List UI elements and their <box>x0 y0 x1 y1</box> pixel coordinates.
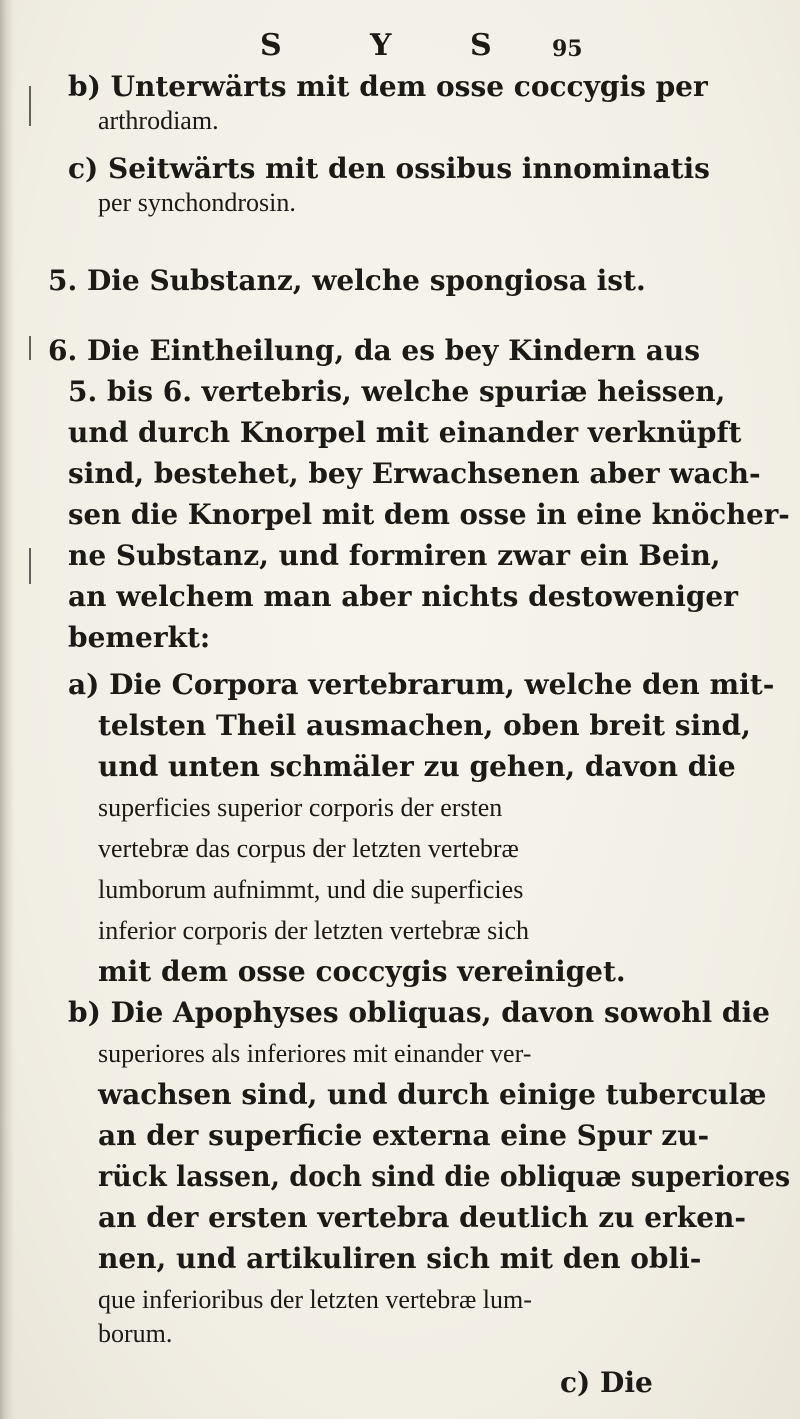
text-line: ne Substanz, und formiren zwar ein Bein, <box>68 539 721 572</box>
text-line: sind, bestehet, bey Erwachsenen aber wach- <box>68 457 761 490</box>
text-line: 5. Die Substanz, welche spongiosa ist. <box>48 264 646 297</box>
text-line: bemerkt: <box>68 621 211 654</box>
text-line: an der superficie externa eine Spur zu- <box>98 1119 710 1152</box>
text-line: arthrodiam. <box>98 106 219 135</box>
text-line: superiores als inferiores mit einander ver- <box>98 1039 532 1068</box>
signature-mark-right: S <box>470 28 493 63</box>
text-line: borum. <box>98 1319 173 1348</box>
text-line: telsten Theil ausmachen, oben breit sind, <box>98 709 751 742</box>
margin-mark <box>29 548 31 584</box>
text-line: lumborum aufnimmt, und die superficies <box>98 875 524 904</box>
text-line: rück lassen, doch sind die obliquæ superiores <box>98 1160 791 1193</box>
text-line: sen die Knorpel mit dem osse in eine knöcher- <box>68 498 790 531</box>
text-line: 6. Die Eintheilung, da es bey Kindern aus <box>48 334 701 367</box>
signature-mark-left: S <box>260 28 283 63</box>
page-gutter-shadow <box>0 0 14 1419</box>
text-line: a) Die Corpora vertebrarum, welche den mit- <box>68 668 775 701</box>
text-line: que inferioribus der letzten vertebræ lum- <box>98 1285 532 1314</box>
text-line: wachsen sind, und durch einige tuberculæ <box>98 1078 767 1111</box>
text-line: an der ersten vertebra deutlich zu erken- <box>98 1201 747 1234</box>
text-line: an welchem man aber nichts destoweniger <box>68 580 738 613</box>
text-line: vertebræ das corpus der letzten vertebræ <box>98 834 519 863</box>
text-line: b) Unterwärts mit dem osse coccygis per <box>68 70 708 103</box>
text-line: inferior corporis der letzten vertebræ sich <box>98 916 529 945</box>
page-header <box>0 28 800 68</box>
margin-mark <box>29 336 31 360</box>
text-line: und durch Knorpel mit einander verknüpft <box>68 416 742 449</box>
text-line: per synchondrosin. <box>98 188 296 217</box>
text-line: superficies superior corporis der ersten <box>98 793 503 822</box>
text-line: mit dem osse coccygis vereiniget. <box>98 955 626 988</box>
signature-mark-center: Y <box>370 28 393 63</box>
catchword: c) Die <box>560 1366 653 1399</box>
page-number: 95 <box>552 36 583 62</box>
text-line: und unten schmäler zu gehen, davon die <box>98 750 736 783</box>
text-line: b) Die Apophyses obliquas, davon sowohl die <box>68 996 770 1029</box>
text-line: nen, und artikuliren sich mit den obli- <box>98 1242 702 1275</box>
text-line: c) Seitwärts mit den ossibus innominatis <box>68 152 710 185</box>
margin-mark <box>29 86 31 126</box>
text-line: 5. bis 6. vertebris, welche spuriæ heissen, <box>68 375 726 408</box>
